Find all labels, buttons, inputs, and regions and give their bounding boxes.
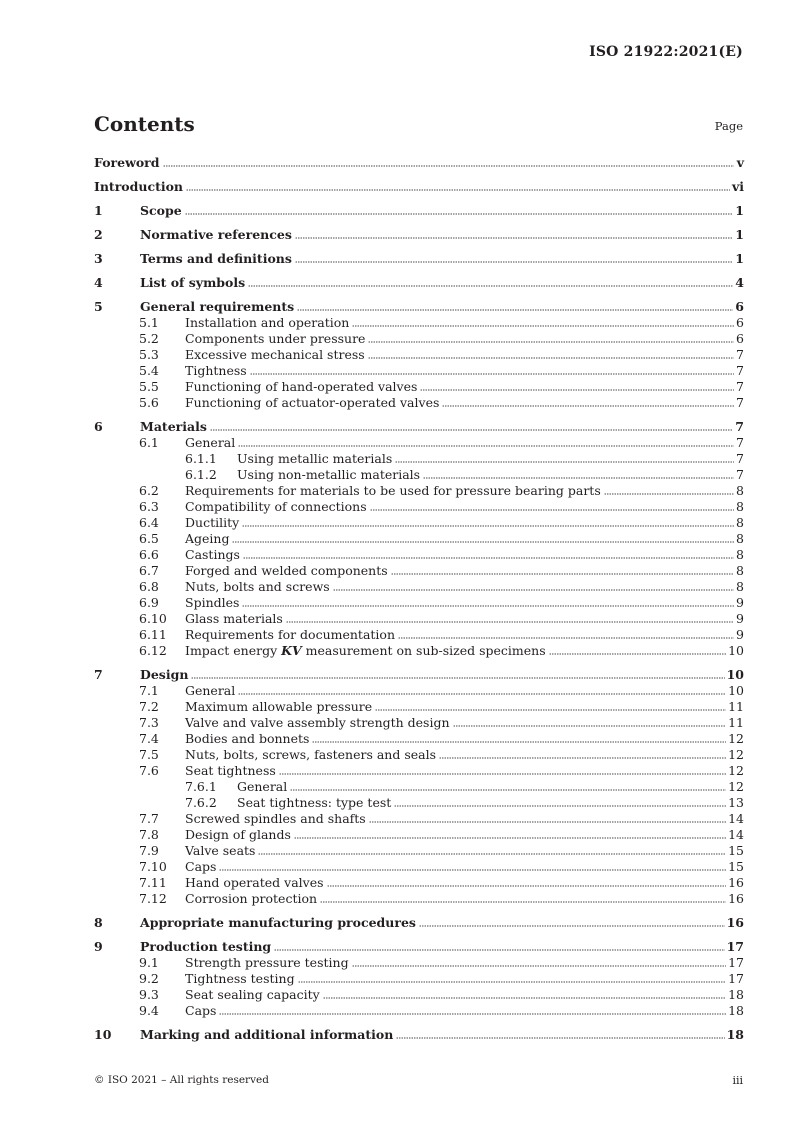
toc-number: 6 — [94, 419, 103, 434]
toc-leader-dots — [453, 715, 727, 727]
toc-page-number: 8 — [736, 579, 744, 594]
toc-number: 7.6.1 — [185, 779, 217, 794]
toc-leader-dots — [294, 827, 726, 839]
toc-leader-dots — [368, 331, 734, 343]
toc-leader-dots — [375, 699, 726, 711]
toc-title: Components under pressure — [185, 331, 366, 346]
toc-title: Corrosion protection — [185, 891, 318, 906]
toc-entry-s7_11[interactable] — [94, 875, 744, 891]
toc-leader-dots — [297, 299, 733, 311]
toc-title: Tightness testing — [185, 971, 295, 986]
toc-title: Caps — [185, 1003, 217, 1018]
toc-page-number: 11 — [728, 699, 744, 714]
toc-entry-s5_5[interactable] — [94, 379, 744, 395]
toc-page-number: 9 — [736, 595, 744, 610]
toc-number: 7.6 — [139, 763, 159, 778]
toc-leader-dots — [420, 379, 734, 391]
toc-page-number: 9 — [736, 611, 744, 626]
toc-page-number: 15 — [728, 859, 744, 874]
toc-title: Bodies and bonnets — [185, 731, 310, 746]
toc-title: Hand operated valves — [185, 875, 324, 890]
toc-entry-s7_4[interactable] — [94, 731, 744, 747]
toc-title: Castings — [185, 547, 240, 562]
toc-number: 6.11 — [139, 627, 167, 642]
toc-number: 8 — [94, 915, 103, 930]
toc-number: 6.1.1 — [185, 451, 217, 466]
toc-number: 7.10 — [139, 859, 167, 874]
toc-page-number: 7 — [736, 451, 744, 466]
toc-page-number: 14 — [728, 827, 744, 842]
toc-leader-dots — [298, 971, 727, 983]
toc-number: 9.1 — [139, 955, 159, 970]
toc-number: 7.9 — [139, 843, 159, 858]
toc-page-number: 16 — [728, 875, 744, 890]
toc-leader-dots — [312, 731, 726, 743]
toc-entry-s7_6_1[interactable] — [94, 779, 744, 795]
toc-number: 9 — [94, 939, 103, 954]
toc-leader-dots — [368, 347, 734, 359]
toc-leader-dots — [185, 203, 734, 215]
toc-entry-s7_7[interactable] — [94, 811, 744, 827]
toc-number: 5.2 — [139, 331, 159, 346]
toc-page-number: 15 — [728, 843, 744, 858]
toc-number: 6.2 — [139, 483, 159, 498]
toc-title: Valve seats — [185, 843, 256, 858]
toc-leader-dots — [333, 579, 734, 591]
toc-title: Spindles — [185, 595, 240, 610]
toc-leader-dots — [369, 811, 726, 823]
toc-entry-introduction[interactable] — [94, 179, 744, 195]
toc-title: Nuts, bolts and screws — [185, 579, 330, 594]
toc-page-number: 7 — [736, 435, 744, 450]
toc-leader-dots — [394, 795, 726, 807]
toc-number: 5.4 — [139, 363, 159, 378]
toc-entry-s7_6_2[interactable] — [94, 795, 744, 811]
toc-entry-s5_3[interactable] — [94, 347, 744, 363]
toc-entry-s6_1[interactable] — [94, 435, 744, 451]
toc-page-number: 8 — [736, 515, 744, 530]
toc-title: List of symbols — [140, 275, 246, 290]
toc-entry-s8[interactable] — [94, 915, 744, 931]
toc-title: Strength pressure testing — [185, 955, 349, 970]
toc-leader-dots — [419, 915, 725, 927]
toc-entry-s7_10[interactable] — [94, 859, 744, 875]
toc-page-number: 6 — [736, 315, 744, 330]
toc-entry-foreword[interactable] — [94, 155, 744, 171]
toc-page-number: 1 — [735, 227, 744, 242]
toc-title: Maximum allowable pressure — [185, 699, 373, 714]
toc-number: 6.8 — [139, 579, 159, 594]
toc-number: 7.8 — [139, 827, 159, 842]
toc-leader-dots — [549, 643, 726, 655]
toc-entry-s4[interactable] — [94, 275, 744, 291]
toc-leader-dots — [238, 683, 726, 695]
table-of-contents — [94, 155, 744, 1043]
toc-leader-dots — [274, 939, 724, 951]
toc-title: Requirements for documentation — [185, 627, 395, 642]
toc-title: Glass materials — [185, 611, 283, 626]
toc-page-number: 8 — [736, 547, 744, 562]
toc-page-number: 17 — [728, 971, 744, 986]
toc-leader-dots — [191, 667, 724, 679]
toc-title: Impact energy KV measurement on sub-sized specimens — [185, 643, 546, 658]
toc-leader-dots — [396, 1027, 724, 1039]
toc-page-number: 12 — [728, 779, 744, 794]
toc-entry-s9[interactable] — [94, 939, 744, 955]
toc-title: Functioning of actuator-operated valves — [185, 395, 440, 410]
toc-number: 9.4 — [139, 1003, 159, 1018]
toc-number: 9.3 — [139, 987, 159, 1002]
toc-entry-s7_1[interactable] — [94, 683, 744, 699]
toc-page-number: 12 — [728, 731, 744, 746]
toc-title: Valve and valve assembly strength design — [185, 715, 450, 730]
toc-leader-dots — [391, 563, 734, 575]
toc-page-number: 10 — [728, 683, 744, 698]
toc-title: Requirements for materials to be used for pressure bearing parts — [185, 483, 601, 498]
toc-entry-s6_3[interactable] — [94, 499, 744, 515]
toc-leader-dots — [352, 315, 734, 327]
toc-number: 7.2 — [139, 699, 159, 714]
toc-title: Compatibility of connections — [185, 499, 367, 514]
toc-entry-s6_1_2[interactable] — [94, 467, 744, 483]
toc-number: 6.4 — [139, 515, 159, 530]
toc-number: 6.7 — [139, 563, 159, 578]
toc-number: 7.3 — [139, 715, 159, 730]
toc-page-number: 18 — [728, 1003, 744, 1018]
toc-entry-s6_4[interactable] — [94, 515, 744, 531]
toc-page-number: 8 — [736, 499, 744, 514]
document-id: ISO 21922:2021(E) — [589, 44, 743, 60]
toc-page-number: 12 — [728, 763, 744, 778]
toc-entry-s7_8[interactable] — [94, 827, 744, 843]
toc-entry-s6_12[interactable] — [94, 643, 744, 659]
toc-page-number: 7 — [736, 379, 744, 394]
toc-leader-dots — [250, 363, 734, 375]
toc-page-number: 12 — [728, 747, 744, 762]
toc-entry-s7_3[interactable] — [94, 715, 744, 731]
toc-title: Introduction — [94, 179, 184, 194]
toc-leader-dots — [238, 435, 734, 447]
toc-number: 7.4 — [139, 731, 159, 746]
toc-page-number: 7 — [736, 363, 744, 378]
toc-number: 5 — [94, 299, 103, 314]
toc-title: Seat tightness — [185, 763, 276, 778]
toc-entry-s7[interactable] — [94, 667, 744, 683]
toc-number: 10 — [94, 1027, 112, 1042]
toc-entry-s7_9[interactable] — [94, 843, 744, 859]
toc-page-number: 11 — [728, 715, 744, 730]
toc-entry-s9_3[interactable] — [94, 987, 744, 1003]
toc-entry-s6_2[interactable] — [94, 483, 744, 499]
toc-leader-dots — [243, 547, 734, 559]
toc-entry-s6[interactable] — [94, 419, 744, 435]
toc-page-number: 8 — [736, 483, 744, 498]
toc-number: 2 — [94, 227, 103, 242]
toc-leader-dots — [604, 483, 734, 495]
toc-page-number: 18 — [728, 987, 744, 1002]
toc-leader-dots — [327, 875, 727, 887]
toc-number: 6.10 — [139, 611, 167, 626]
toc-page-number: 18 — [726, 1027, 744, 1042]
toc-title: Forged and welded components — [185, 563, 388, 578]
toc-page-number: v — [736, 155, 744, 170]
toc-number: 7.6.2 — [185, 795, 217, 810]
toc-title: General — [237, 779, 288, 794]
toc-leader-dots — [320, 891, 726, 903]
toc-number: 6.1 — [139, 435, 159, 450]
toc-leader-dots — [279, 763, 726, 775]
toc-entry-s6_10[interactable] — [94, 611, 744, 627]
toc-leader-dots — [232, 531, 734, 543]
toc-title: Production testing — [140, 939, 272, 954]
toc-title: General — [185, 435, 236, 450]
toc-entry-s5_4[interactable] — [94, 363, 744, 379]
toc-page-number: 9 — [736, 627, 744, 642]
toc-number: 6.12 — [139, 643, 167, 658]
toc-number: 7.1 — [139, 683, 159, 698]
toc-page-number: 16 — [726, 915, 744, 930]
toc-title: Design — [140, 667, 189, 682]
toc-title: Caps — [185, 859, 217, 874]
toc-page-number: 1 — [735, 251, 744, 266]
toc-title: Foreword — [94, 155, 160, 170]
toc-entry-s9_1[interactable] — [94, 955, 744, 971]
toc-entry-s5_1[interactable] — [94, 315, 744, 331]
toc-entry-s7_2[interactable] — [94, 699, 744, 715]
page-column-label: Page — [714, 119, 743, 133]
toc-leader-dots — [286, 611, 734, 623]
toc-leader-dots — [295, 227, 733, 239]
toc-number: 6.3 — [139, 499, 159, 514]
toc-number: 7.12 — [139, 891, 167, 906]
toc-title: Marking and additional information — [140, 1027, 394, 1042]
toc-number: 4 — [94, 275, 103, 290]
toc-title: Excessive mechanical stress — [185, 347, 365, 362]
toc-title: Design of glands — [185, 827, 291, 842]
toc-number: 1 — [94, 203, 103, 218]
toc-leader-dots — [352, 955, 727, 967]
toc-title: Materials — [140, 419, 207, 434]
toc-page-number: 13 — [728, 795, 744, 810]
toc-entry-s6_7[interactable] — [94, 563, 744, 579]
toc-entry-s6_1_1[interactable] — [94, 451, 744, 467]
toc-entry-s10[interactable] — [94, 1027, 744, 1043]
toc-leader-dots — [442, 395, 734, 407]
toc-entry-s7_6[interactable] — [94, 763, 744, 779]
page-number: iii — [732, 1074, 743, 1087]
toc-leader-dots — [290, 779, 726, 791]
toc-page-number: vi — [731, 179, 744, 194]
toc-page-number: 6 — [735, 299, 744, 314]
toc-number: 7.11 — [139, 875, 167, 890]
toc-entry-s5[interactable] — [94, 299, 744, 315]
toc-leader-dots — [248, 275, 733, 287]
contents-title: Contents — [94, 112, 195, 136]
toc-leader-dots — [258, 843, 726, 855]
toc-leader-dots — [370, 499, 734, 511]
toc-title: Seat sealing capacity — [185, 987, 320, 1002]
toc-title: Nuts, bolts, screws, fasteners and seals — [185, 747, 437, 762]
toc-number: 5.5 — [139, 379, 159, 394]
toc-page-number: 7 — [736, 467, 744, 482]
toc-leader-dots — [395, 451, 734, 463]
toc-title: General — [185, 683, 236, 698]
toc-number: 5.6 — [139, 395, 159, 410]
toc-title: Screwed spindles and shafts — [185, 811, 366, 826]
toc-page-number: 16 — [728, 891, 744, 906]
toc-entry-s1[interactable] — [94, 203, 744, 219]
toc-number: 6.1.2 — [185, 467, 217, 482]
toc-leader-dots — [242, 595, 734, 607]
toc-page-number: 1 — [735, 203, 744, 218]
toc-entry-s7_5[interactable] — [94, 747, 744, 763]
toc-leader-dots — [163, 155, 735, 167]
toc-entry-s3[interactable] — [94, 251, 744, 267]
toc-page-number: 8 — [736, 563, 744, 578]
toc-page-number: 6 — [736, 331, 744, 346]
toc-number: 6.6 — [139, 547, 159, 562]
toc-leader-dots — [210, 419, 733, 431]
toc-title: Using non-metallic materials — [237, 467, 421, 482]
toc-title: Using metallic materials — [237, 451, 393, 466]
toc-page-number: 14 — [728, 811, 744, 826]
toc-leader-dots — [186, 179, 730, 191]
toc-page-number: 7 — [735, 419, 744, 434]
toc-page-number: 7 — [736, 347, 744, 362]
toc-number: 5.1 — [139, 315, 159, 330]
toc-entry-s5_6[interactable] — [94, 395, 744, 411]
toc-leader-dots — [323, 987, 726, 999]
toc-entry-s9_2[interactable] — [94, 971, 744, 987]
toc-leader-dots — [242, 515, 734, 527]
toc-title: Ductility — [185, 515, 240, 530]
toc-entry-s6_5[interactable] — [94, 531, 744, 547]
toc-title: General requirements — [140, 299, 295, 314]
toc-entry-s6_6[interactable] — [94, 547, 744, 563]
toc-leader-dots — [439, 747, 726, 759]
toc-title: Installation and operation — [185, 315, 350, 330]
toc-entry-s7_12[interactable] — [94, 891, 744, 907]
toc-page-number: 4 — [735, 275, 744, 290]
toc-leader-dots — [219, 859, 726, 871]
toc-leader-dots — [398, 627, 734, 639]
toc-title: Tightness — [185, 363, 247, 378]
toc-entry-s5_2[interactable] — [94, 331, 744, 347]
toc-title: Terms and definitions — [140, 251, 292, 266]
toc-number: 3 — [94, 251, 103, 266]
toc-number: 7.5 — [139, 747, 159, 762]
toc-number: 6.5 — [139, 531, 159, 546]
copyright-footer: © ISO 2021 – All rights reserved — [94, 1074, 269, 1086]
toc-title: Normative references — [140, 227, 292, 242]
toc-page-number: 17 — [728, 955, 744, 970]
toc-entry-s6_11[interactable] — [94, 627, 744, 643]
toc-leader-dots — [295, 251, 733, 263]
toc-number: 9.2 — [139, 971, 159, 986]
toc-entry-s2[interactable] — [94, 227, 744, 243]
toc-page-number: 7 — [736, 395, 744, 410]
toc-leader-dots — [423, 467, 734, 479]
toc-page-number: 10 — [726, 667, 744, 682]
toc-page-number: 8 — [736, 531, 744, 546]
toc-number: 7.7 — [139, 811, 159, 826]
toc-title: Scope — [140, 203, 182, 218]
toc-leader-dots — [219, 1003, 726, 1015]
toc-title: Functioning of hand-operated valves — [185, 379, 418, 394]
toc-title: Appropriate manufacturing procedures — [140, 915, 416, 930]
toc-entry-s9_4[interactable] — [94, 1003, 744, 1019]
toc-entry-s6_8[interactable] — [94, 579, 744, 595]
toc-entry-s6_9[interactable] — [94, 595, 744, 611]
toc-page-number: 17 — [726, 939, 744, 954]
toc-title: Seat tightness: type test — [237, 795, 392, 810]
toc-number: 6.9 — [139, 595, 159, 610]
toc-number: 5.3 — [139, 347, 159, 362]
toc-title: Ageing — [185, 531, 230, 546]
toc-page-number: 10 — [728, 643, 744, 658]
toc-number: 7 — [94, 667, 103, 682]
